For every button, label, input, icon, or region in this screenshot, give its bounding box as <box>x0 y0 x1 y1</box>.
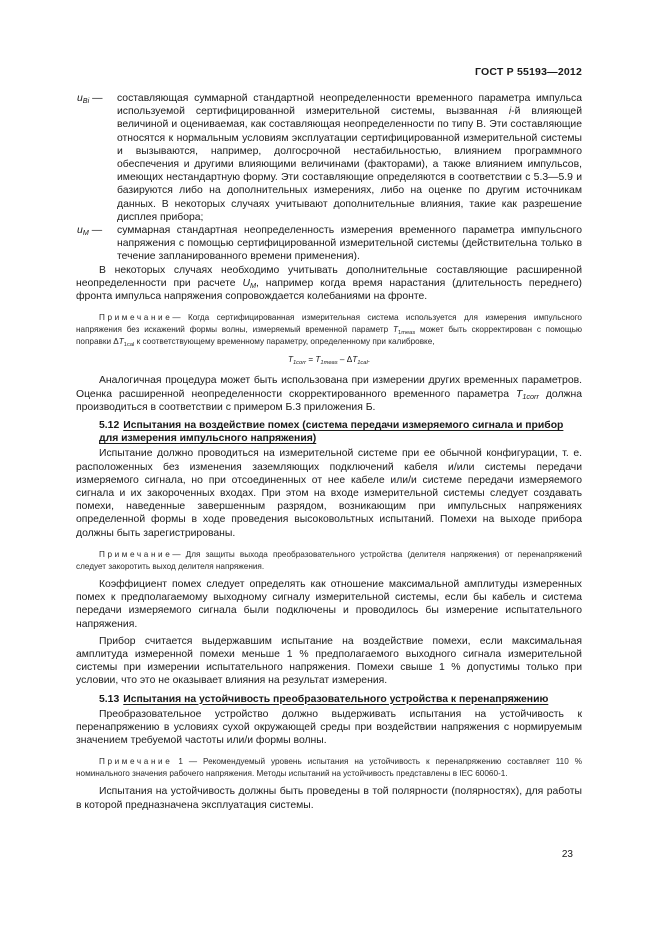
formula: $T_{1corr} = T_{1meas} - \Delta T_{1cal}$. <box>287 355 371 367</box>
definition-symbol: $u_{Bi}$ — <box>77 93 103 105</box>
paragraph: Аналогичная процедура может быть использована при измерении других временных параметров. Оценка расширенной неопределенности скорректированного временного параметра $T_{1corr}$ должна производиться в соответствии с примером Б.3 приложения Б. <box>76 375 583 413</box>
definition-text: суммарная стандартная неопределенность измерения временного параметра импульсного напряжения с помощью сертифицированной измерительной системы (действительна только в течение запланированного времени применения). <box>117 225 582 263</box>
definition-text: составляющая суммарной стандартной неопределенности временного параметра импульса используемой сертифицированной измерительной системы, вызванная i-й влияющей величиной и оцениваемая, как составляющая неопределенности по типу B. Эти составляющие относятся к нормальным условиям эксплуатации сертифицированной измерительной системы и вызываются, например, долгосрочной нестабильностью, влиянием программного обеспечения и другими влияющими величинами (факторами), а также влиянием импульсов, имеющих нестандартную форму. Эти составляющие определяются в соответствии с 5.3—5.9 и базируются либо на дополнительных измерениях, либо на оценке по другим источникам данных. В некоторых случаях учитывают дополнительные влияния, такие как разрешение дисплея прибора; <box>117 93 582 223</box>
page-content <box>76 92 582 812</box>
definition-symbol: $u_M$ — <box>77 225 103 238</box>
paragraph: Преобразовательное устройство должно выдерживать испытания на устойчивость к перенапряжению в условиях сухой окружающей среды при воздействии напряжения с нормируемым значением требуемой частоты или/и формы волны. <box>76 708 582 747</box>
note: Примечание— Когда сертифицированная измерительная система используется для измерения импульсного напряжения без искажений формы волны, измеряемый временной параметр $T_{1meas}$ может быть скорректирован с помощью поправки $\Delta T_{1cal}$ к соответствующему временному параметру, определенному при калибровке, <box>76 313 582 349</box>
standard-header: ГОСТ Р 55193—2012 <box>474 66 582 78</box>
note: Примечание 1 — Рекомендуемый уровень испытания на устойчивость к перенапряжению составляет 110 % номинального значения рабочего напряжения. Методы испытаний на устойчивость представлены в IEC 60060-1. <box>76 757 582 779</box>
paragraph: Прибор считается выдержавшим испытание на воздействие помехи, если максимальная амплитуда измеренной помехи меньше 1 % предполагаемого выходного сигнала измерительной системы при измерении испытательного напряжения. Помехи свыше 1 % допустимы только при условии, что это не оказывает влияния на результат измерения. <box>76 635 582 687</box>
note: Примечание— Для защиты выхода преобразовательного устройства (делителя напряжения) от перенапряжений следует закоротить выход делителя напряжения. <box>76 549 582 571</box>
section-heading-5-12-cont: для измерения импульсного напряжения) <box>99 433 317 445</box>
definition-ubi <box>76 92 582 224</box>
section-heading-5-13: 5.13 Испытания на устойчивость преобразовательного устройства к перенапряжению <box>99 693 549 705</box>
paragraph: Коэффициент помех следует определять как отношение максимальной амплитуды измеренных помех к предполагаемому выходному сигналу измерительной системы, если бы кабель и система передачи измеряемого сигнала были подключены и проводилось бы измерение испытательного напряжения. <box>76 578 582 630</box>
paragraph: В некоторых случаях необходимо учитывать дополнительные составляющие расширенной неопределенности при расчете $U_M$, например когда время нарастания (длительность переднего) фронта импульса напряжения сопровождается колебаниями на фронте. <box>76 264 582 303</box>
definition-um <box>76 224 582 264</box>
paragraph: Испытание должно проводиться на измерительной системе при ее обычной конфигурации, т. е. расположенных без изменения заземляющих подключений кабеля и/или системы передачи измеряемого сигнала, но при отсоединенных от нее кабеле или/и системе передачи измеряемого сигнала и их закороченных входах. При этом на входе измерительной системы следует создавать помехи, наведенные завершенным разрядом, возникающим при импульсных напряжениях определенной формы в ходе проведения высоковольтных испытаний. Помехи на выходе прибора должны быть зарегистрированы. <box>76 448 582 539</box>
paragraph: Испытания на устойчивость должны быть проведены в той полярности (полярностях), для работы в которой предназначена эксплуатация системы. <box>76 786 582 811</box>
section-heading-5-12: 5.12 Испытания на воздействие помех (система передачи измеряемого сигнала и прибор <box>99 420 564 432</box>
page-number: 23 <box>561 849 573 860</box>
